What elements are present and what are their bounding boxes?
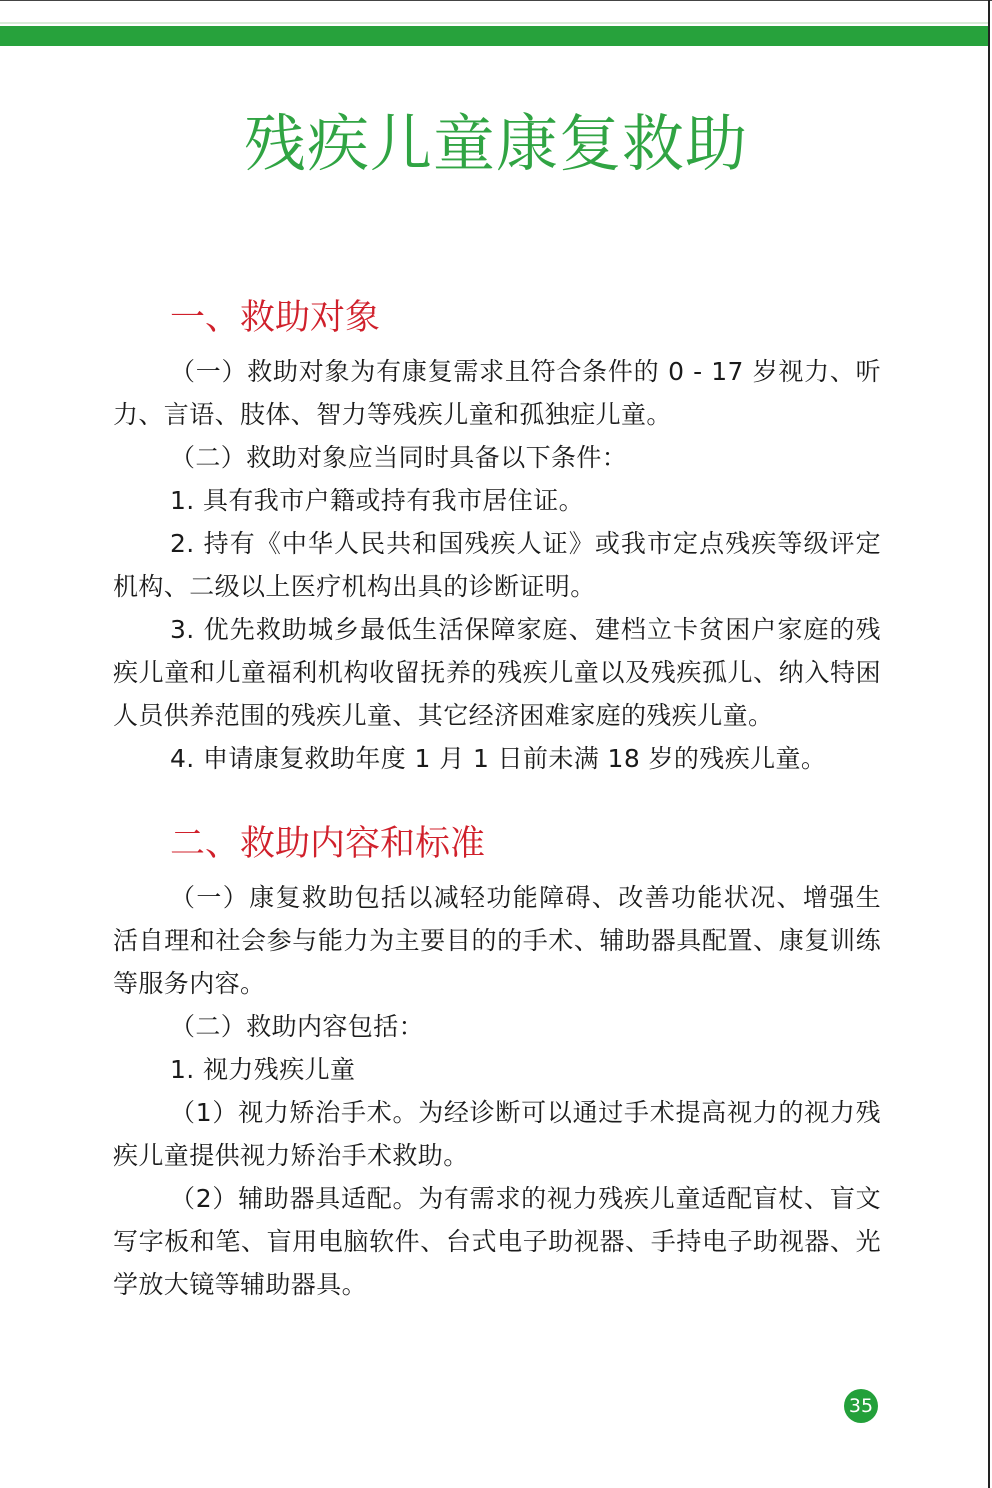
page-title: 残疾儿童康复救助 — [243, 107, 748, 180]
page-number-badge: 35 — [844, 1389, 878, 1423]
paragraph: 2. 持有《中华人民共和国残疾人证》或我市定点残疾等级评定机构、二级以上医疗机构出具的诊断证明。 — [113, 529, 881, 601]
paragraph: 1. 视力残疾儿童 — [170, 1055, 356, 1084]
top-band-highlight — [0, 22, 988, 24]
paragraph: （2）辅助器具适配。为有需求的视力残疾儿童适配盲杖、盲文写字板和笔、盲用电脑软件、台式电子助视器、手持电子助视器、光学放大镜等辅助器具。 — [113, 1184, 881, 1299]
page-border-right — [988, 0, 990, 1488]
top-green-band — [0, 26, 988, 46]
paragraph: 3. 优先救助城乡最低生活保障家庭、建档立卡贫困户家庭的残疾儿童和儿童福利机构收留抚养的残疾儿童以及残疾孤儿、纳入特困人员供养范围的残疾儿童、其它经济困难家庭的残疾儿童。 — [113, 615, 881, 730]
section-heading: 二、救助内容和标准 — [170, 824, 486, 864]
paragraph: 1. 具有我市户籍或持有我市居住证。 — [170, 486, 585, 515]
paragraph: （一）救助对象为有康复需求且符合条件的 0 - 17 岁视力、听力、言语、肢体、智力等残疾儿童和孤独症儿童。 — [113, 357, 881, 429]
section-recipients — [113, 292, 881, 780]
paragraph: （1）视力矫治手术。为经诊断可以通过手术提高视力的视力残疾儿童提供视力矫治手术救助。 — [113, 1098, 881, 1170]
paragraph: （二）救助内容包括： — [170, 1012, 425, 1041]
section-spacer — [113, 780, 881, 818]
main-content — [113, 292, 881, 1306]
paragraph: 4. 申请康复救助年度 1 月 1 日前未满 18 岁的残疾儿童。 — [170, 744, 827, 773]
page-border-top — [0, 0, 992, 1]
section-heading: 一、救助对象 — [170, 298, 381, 338]
paragraph: （一）康复救助包括以减轻功能障碍、改善功能状况、增强生活自理和社会参与能力为主要目的的手术、辅助器具配置、康复训练等服务内容。 — [113, 883, 881, 998]
section-content-standards — [113, 818, 881, 1306]
paragraph: （二）救助对象应当同时具备以下条件： — [170, 443, 628, 472]
